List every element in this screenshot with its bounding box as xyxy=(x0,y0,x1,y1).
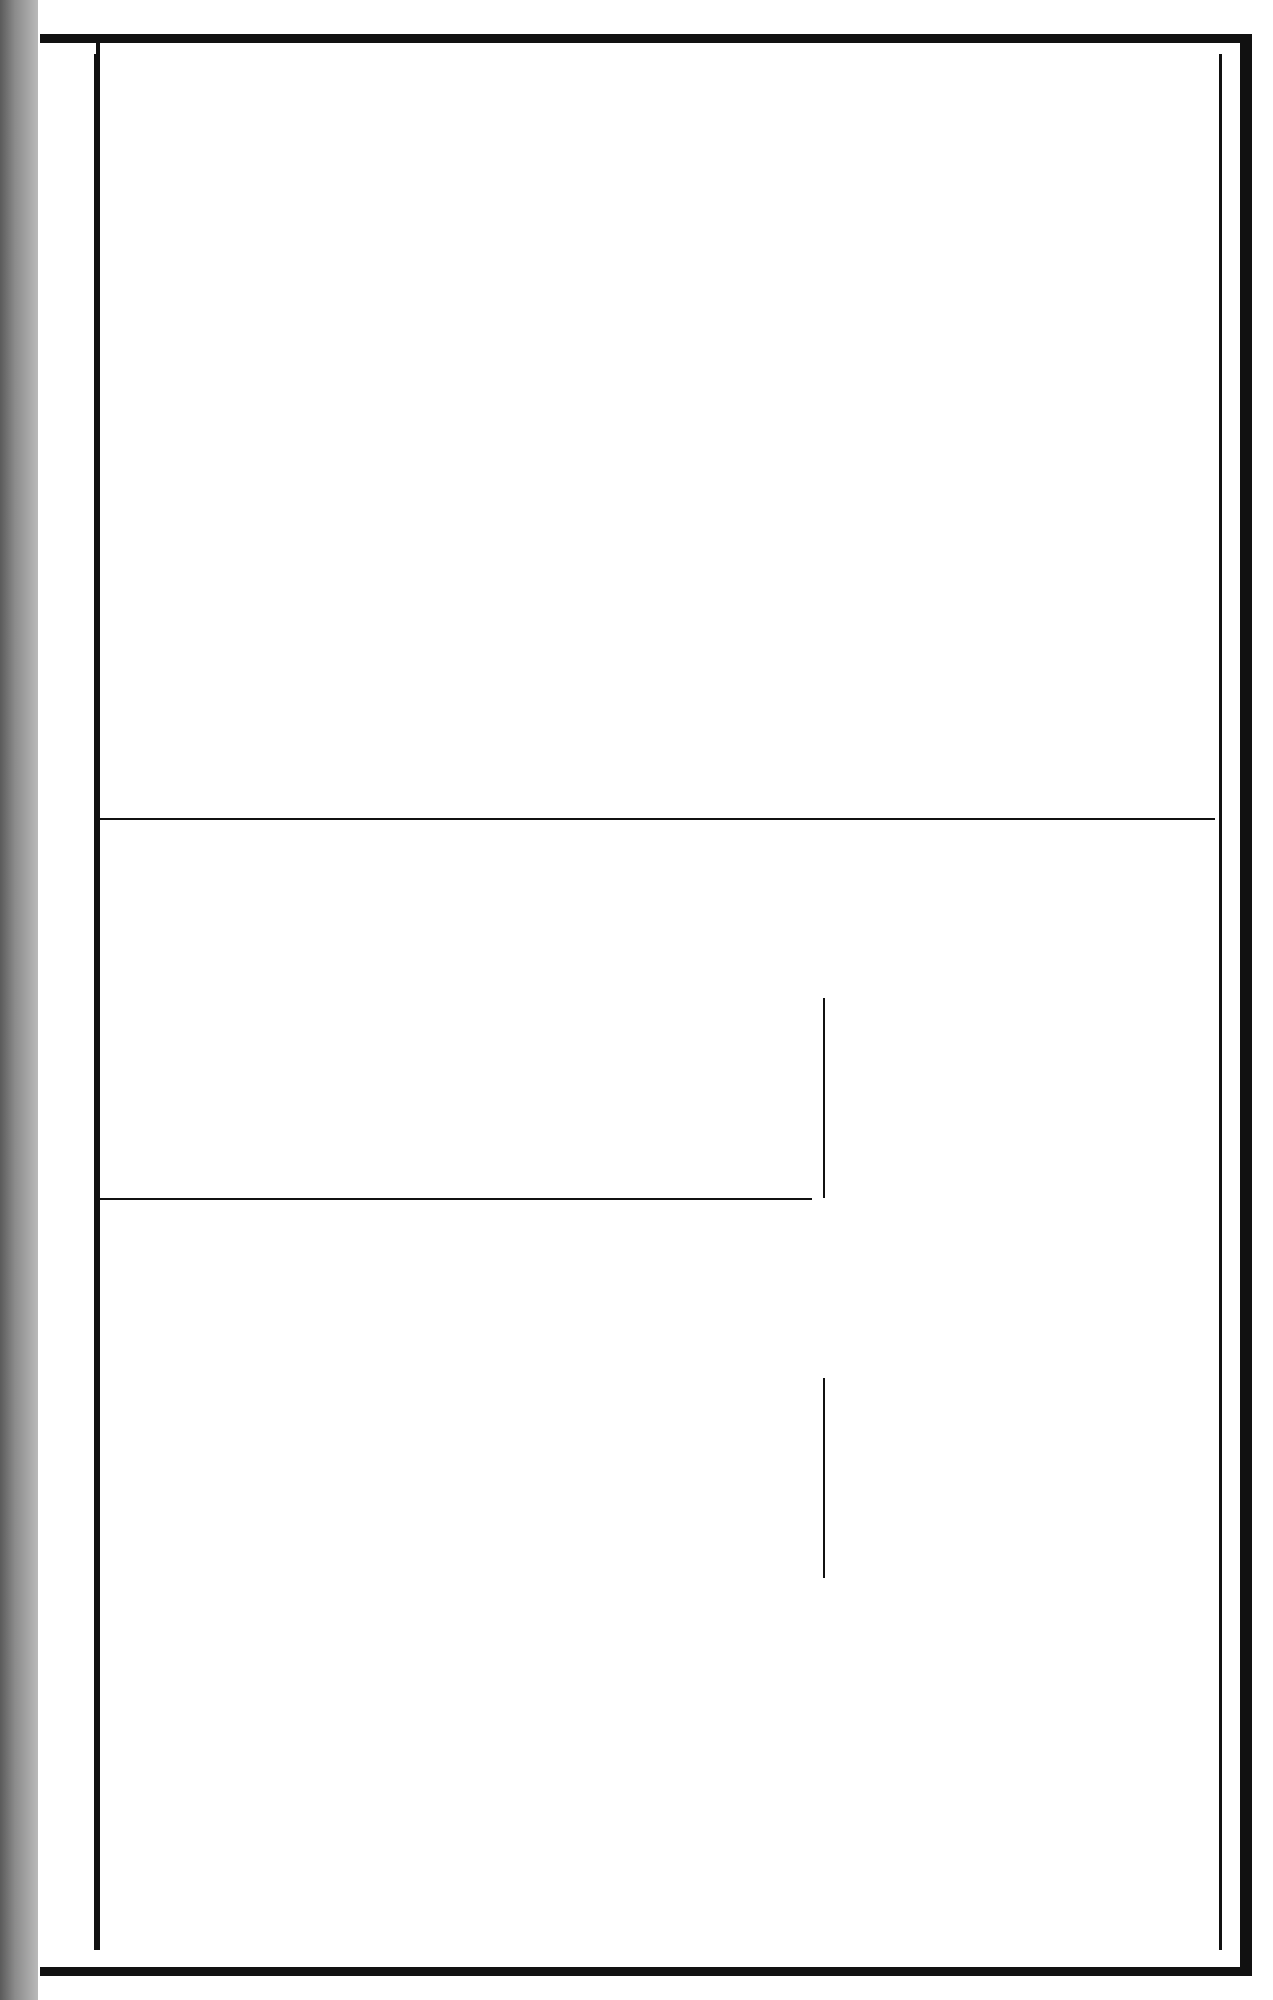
lineage-line-2 xyxy=(823,1378,825,1578)
lineage-line-1 xyxy=(823,998,825,1198)
divider-middle xyxy=(97,1198,812,1200)
book-spine-edge xyxy=(0,0,38,2000)
page-frame-inner xyxy=(94,54,1222,1950)
divider-top xyxy=(97,818,1215,820)
margin-column xyxy=(40,40,100,1950)
